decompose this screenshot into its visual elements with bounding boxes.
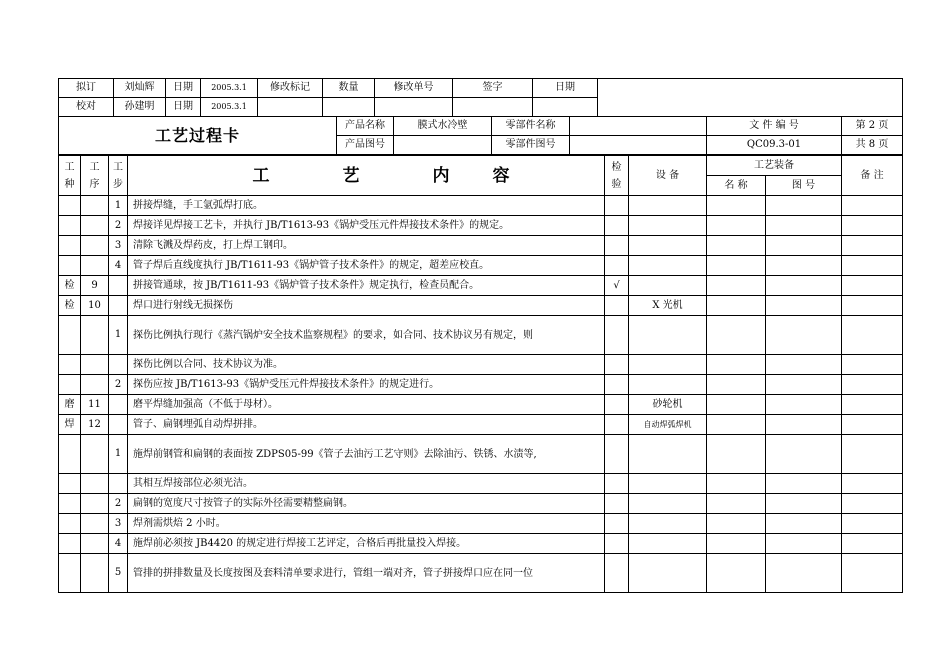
- row-tool-drawing: [766, 316, 842, 355]
- row-step: 3: [109, 236, 128, 256]
- row-inspect: [605, 316, 629, 355]
- revision-number-label: 修改单号: [375, 79, 453, 98]
- row-inspect: [605, 494, 629, 514]
- col-content-header: [128, 156, 605, 196]
- table-row: [59, 435, 903, 474]
- row-equipment: [629, 474, 707, 494]
- row-tool-name: [707, 276, 766, 296]
- table-row: [59, 395, 903, 415]
- row-equipment: [629, 236, 707, 256]
- check-date-label: 日期: [166, 98, 201, 117]
- row-inspect: [605, 534, 629, 554]
- row-remarks: [842, 395, 903, 415]
- col-inspect-header: [605, 156, 629, 196]
- row-tool-drawing: [766, 534, 842, 554]
- row-remarks: [842, 534, 903, 554]
- row-tool-drawing: [766, 395, 842, 415]
- row-remarks: [842, 236, 903, 256]
- table-row: [59, 316, 903, 355]
- total-pages: 共 8 页: [842, 136, 903, 155]
- row-equipment: [629, 196, 707, 216]
- row-tool-drawing: [766, 375, 842, 395]
- row-remarks: [842, 375, 903, 395]
- row-content: 管子、扁钢埋弧自动焊拼排。: [128, 415, 605, 435]
- check-date: 2005.3.1: [201, 98, 258, 117]
- col-seq-b: 序: [89, 178, 100, 190]
- date-label: 日期: [166, 79, 201, 98]
- row-step: 2: [109, 494, 128, 514]
- row-tool-drawing: [766, 256, 842, 276]
- row-equipment: [629, 276, 707, 296]
- row-tool-drawing: [766, 554, 842, 593]
- row-tool-name: [707, 196, 766, 216]
- row-inspect: √: [605, 276, 629, 296]
- row-type: [59, 256, 81, 276]
- table-row: [59, 216, 903, 236]
- row-step: 2: [109, 375, 128, 395]
- col-tooling-header: 工艺装备: [707, 156, 842, 176]
- row-equipment: [629, 216, 707, 236]
- row-seq: [81, 196, 109, 216]
- col-content-4: 容: [492, 165, 510, 186]
- row-content: 磨平焊缝加强高（不低于母材）。: [128, 395, 605, 415]
- row-tool-name: [707, 435, 766, 474]
- product-drawing-label: 产品图号: [337, 136, 394, 155]
- row-step: 3: [109, 514, 128, 534]
- row-remarks: [842, 415, 903, 435]
- doc-number: QC09.3-01: [707, 136, 842, 155]
- row-tool-name: [707, 415, 766, 435]
- row-step: 1: [109, 316, 128, 355]
- row-step: 2: [109, 216, 128, 236]
- row-equipment: X 光机: [629, 296, 707, 316]
- row-equipment: [629, 554, 707, 593]
- row-type: [59, 435, 81, 474]
- row-seq: [81, 435, 109, 474]
- row-content: 探伤应按 JB/T1613-93《锅炉受压元件焊接技术条件》的规定进行。: [128, 375, 605, 395]
- row-tool-drawing: [766, 216, 842, 236]
- card-title: 工艺过程卡: [59, 117, 337, 155]
- row-equipment: [629, 375, 707, 395]
- row-seq: [81, 256, 109, 276]
- col-seq-header: [81, 156, 109, 196]
- row-step: 5: [109, 554, 128, 593]
- row-type: [59, 494, 81, 514]
- table-row: [59, 256, 903, 276]
- row-tool-name: [707, 395, 766, 415]
- row-inspect: [605, 435, 629, 474]
- row-inspect: [605, 236, 629, 256]
- header-blank: [598, 79, 903, 117]
- row-tool-name: [707, 534, 766, 554]
- row-tool-name: [707, 236, 766, 256]
- row-seq: [81, 216, 109, 236]
- row-content: 管子焊后直线度执行 JB/T1611-93《锅炉管子技术条件》的规定，超差应校直。: [128, 256, 605, 276]
- row-type: [59, 316, 81, 355]
- row-seq: [81, 514, 109, 534]
- table-row: [59, 296, 903, 316]
- row-tool-name: [707, 375, 766, 395]
- row-type: 焊: [59, 415, 81, 435]
- row-content: 拼接焊缝，手工氩弧焊打底。: [128, 196, 605, 216]
- row-type: [59, 216, 81, 236]
- row-step: 4: [109, 256, 128, 276]
- table-row: [59, 554, 903, 593]
- date2-label: 日期: [533, 79, 598, 98]
- row-remarks: [842, 494, 903, 514]
- row-type: [59, 375, 81, 395]
- table-row: [59, 276, 903, 296]
- row-tool-name: [707, 316, 766, 355]
- row-inspect: [605, 395, 629, 415]
- row-type: [59, 554, 81, 593]
- row-content: 探伤比例执行现行《蒸汽锅炉安全技术监察规程》的要求，如合同、技术协议另有规定，则: [128, 316, 605, 355]
- row-inspect: [605, 514, 629, 534]
- row-seq: 12: [81, 415, 109, 435]
- row-equipment: [629, 494, 707, 514]
- row-remarks: [842, 216, 903, 236]
- check-label: 校对: [59, 98, 114, 117]
- row-tool-drawing: [766, 196, 842, 216]
- row-seq: [81, 375, 109, 395]
- col-step-b: 步: [113, 178, 123, 190]
- row-seq: [81, 534, 109, 554]
- row-remarks: [842, 256, 903, 276]
- row-seq: [81, 554, 109, 593]
- col-inspect-a: 检: [611, 161, 622, 173]
- signature-label: 签字: [453, 79, 533, 98]
- row-tool-name: [707, 256, 766, 276]
- row-content: 拼接管通球，按 JB/T1611-93《锅炉管子技术条件》规定执行，检查员配合。: [128, 276, 605, 296]
- row-content: 探伤比例以合同、技术协议为准。: [128, 355, 605, 375]
- row-inspect: [605, 216, 629, 236]
- col-content-3: 内: [432, 165, 450, 186]
- row-remarks: [842, 474, 903, 494]
- table-row: [59, 474, 903, 494]
- row-seq: 10: [81, 296, 109, 316]
- row-step: [109, 395, 128, 415]
- row-type: [59, 355, 81, 375]
- table-row: [59, 534, 903, 554]
- row-step: [109, 474, 128, 494]
- row-tool-drawing: [766, 355, 842, 375]
- row-content: 清除飞溅及焊药皮，打上焊工钢印。: [128, 236, 605, 256]
- row-step: [109, 355, 128, 375]
- table-row: [59, 514, 903, 534]
- row-content: 施焊前钢管和扁钢的表面按 ZDPS05-99《管子去油污工艺守则》去除油污、铁锈、水渍等,: [128, 435, 605, 474]
- row-inspect: [605, 256, 629, 276]
- row-remarks: [842, 554, 903, 593]
- row-inspect: [605, 196, 629, 216]
- row-content: 焊口进行射线无损探伤: [128, 296, 605, 316]
- col-step-a: 工: [113, 161, 123, 173]
- revision-mark-label: 修改标记: [258, 79, 323, 98]
- row-tool-drawing: [766, 236, 842, 256]
- row-inspect: [605, 474, 629, 494]
- draft-name: 刘灿辉: [114, 79, 166, 98]
- card-info-table: [58, 116, 903, 155]
- row-seq: [81, 236, 109, 256]
- row-remarks: [842, 316, 903, 355]
- part-drawing-label: 零部件图号: [492, 136, 570, 155]
- row-tool-drawing: [766, 494, 842, 514]
- row-inspect: [605, 554, 629, 593]
- row-tool-name: [707, 494, 766, 514]
- row-content: 焊接详见焊接工艺卡，并执行 JB/T1613-93《锅炉受压元件焊接技术条件》的规定。: [128, 216, 605, 236]
- row-type: [59, 534, 81, 554]
- row-seq: 11: [81, 395, 109, 415]
- table-row: [59, 494, 903, 514]
- row-inspect: [605, 375, 629, 395]
- row-seq: [81, 474, 109, 494]
- part-name-value: [570, 117, 707, 136]
- row-tool-name: [707, 474, 766, 494]
- col-equipment-header: 设 备: [629, 156, 707, 196]
- doc-number-label: 文 件 编 号: [707, 117, 842, 136]
- part-name-label: 零部件名称: [492, 117, 570, 136]
- check-name: 孙建明: [114, 98, 166, 117]
- col-type-b: 种: [64, 178, 75, 190]
- row-inspect: [605, 415, 629, 435]
- row-tool-drawing: [766, 514, 842, 534]
- col-seq-a: 工: [89, 161, 100, 173]
- row-tool-name: [707, 554, 766, 593]
- row-seq: 9: [81, 276, 109, 296]
- row-tool-name: [707, 355, 766, 375]
- product-drawing-value: [394, 136, 492, 155]
- row-remarks: [842, 196, 903, 216]
- draft-date: 2005.3.1: [201, 79, 258, 98]
- row-step: 1: [109, 435, 128, 474]
- table-row: [59, 415, 903, 435]
- row-equipment: [629, 534, 707, 554]
- row-tool-drawing: [766, 276, 842, 296]
- row-equipment: [629, 355, 707, 375]
- row-tool-drawing: [766, 296, 842, 316]
- row-type: 检: [59, 296, 81, 316]
- row-remarks: [842, 514, 903, 534]
- approval-table: [58, 78, 903, 117]
- row-content: 其相互焊接部位必须光洁。: [128, 474, 605, 494]
- row-step: [109, 415, 128, 435]
- row-remarks: [842, 296, 903, 316]
- draft-label: 拟订: [59, 79, 114, 98]
- table-row: [59, 236, 903, 256]
- row-equipment: 自动焊弧焊机: [629, 415, 707, 435]
- row-seq: [81, 494, 109, 514]
- page-number: 第 2 页: [842, 117, 903, 136]
- row-remarks: [842, 276, 903, 296]
- row-type: [59, 236, 81, 256]
- table-row: [59, 375, 903, 395]
- row-step: [109, 276, 128, 296]
- row-type: [59, 196, 81, 216]
- row-type: 检: [59, 276, 81, 296]
- part-drawing-value: [570, 136, 707, 155]
- col-tool-drawing-header: 图 号: [766, 176, 842, 196]
- row-tool-name: [707, 216, 766, 236]
- row-step: [109, 296, 128, 316]
- product-name-label: 产品名称: [337, 117, 394, 136]
- row-step: 1: [109, 196, 128, 216]
- row-equipment: [629, 316, 707, 355]
- process-table: [58, 155, 903, 593]
- row-tool-drawing: [766, 474, 842, 494]
- row-equipment: [629, 256, 707, 276]
- col-remarks-header: 备 注: [842, 156, 903, 196]
- row-type: 磨: [59, 395, 81, 415]
- table-row: [59, 196, 903, 216]
- row-remarks: [842, 435, 903, 474]
- table-row: [59, 355, 903, 375]
- col-step-header: [109, 156, 128, 196]
- row-step: 4: [109, 534, 128, 554]
- row-equipment: 砂轮机: [629, 395, 707, 415]
- row-seq: [81, 316, 109, 355]
- row-content: 施焊前必须按 JB4420 的规定进行焊接工艺评定，合格后再批量投入焊接。: [128, 534, 605, 554]
- row-content: 焊剂需烘焙 2 小时。: [128, 514, 605, 534]
- row-content: 管排的拼排数量及长度按图及套料清单要求进行，管组一端对齐，管子拼接焊口应在同一位: [128, 554, 605, 593]
- row-tool-name: [707, 296, 766, 316]
- row-remarks: [842, 355, 903, 375]
- row-tool-name: [707, 514, 766, 534]
- col-inspect-b: 验: [611, 178, 622, 190]
- row-type: [59, 474, 81, 494]
- col-tool-name-header: 名 称: [707, 176, 766, 196]
- col-type-header: [59, 156, 81, 196]
- row-type: [59, 514, 81, 534]
- col-content-1: 工: [252, 165, 270, 186]
- row-equipment: [629, 514, 707, 534]
- col-content-2: 艺: [342, 165, 360, 186]
- product-name: 膜式水冷壁: [394, 117, 492, 136]
- row-inspect: [605, 296, 629, 316]
- row-tool-drawing: [766, 435, 842, 474]
- row-inspect: [605, 355, 629, 375]
- col-type-a: 工: [64, 161, 75, 173]
- row-content: 扁钢的宽度尺寸按管子的实际外径需要精整扁钢。: [128, 494, 605, 514]
- row-equipment: [629, 435, 707, 474]
- quantity-label: 数量: [323, 79, 375, 98]
- row-tool-drawing: [766, 415, 842, 435]
- row-seq: [81, 355, 109, 375]
